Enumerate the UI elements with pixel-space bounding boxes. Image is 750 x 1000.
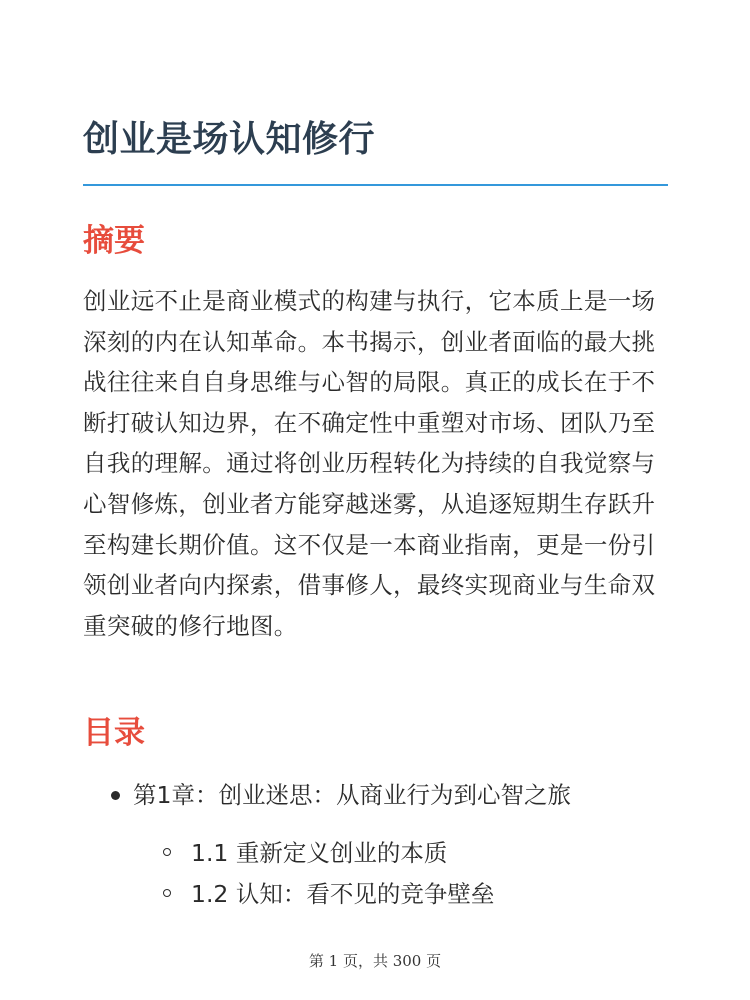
toc-section-item (133, 833, 683, 874)
bullet-disc-icon (111, 791, 120, 800)
summary-body: 创业远不止是商业模式的构建与执行，它本质上是一场深刻的内在认知革命。本书揭示，创业者面临的最大挑战往往来自自身思维与心智的局限。真正的成长在于不断打破认知边界，在不确定性中重塑对市场、团队乃至自我的理解。通过将创业历程转化为持续的自我觉察与心智修炼，创业者方能穿越迷雾，从追逐短期生存跃升至构建长期价值。这不仅是一本商业指南，更是一份引领创业者向内探索，借事修人，最终实现商业与生命双重突破的修行地图。 (83, 287, 656, 640)
toc-chapter-item (83, 775, 683, 915)
toc-list (83, 775, 683, 915)
toc-section-label: 1.2 认知：看不见的竞争壁垒 (191, 880, 495, 908)
toc-chapter-label: 第1章：创业迷思：从商业行为到心智之旅 (133, 781, 571, 809)
summary-heading: 摘要 (83, 223, 145, 259)
page-number-footer: 第 1 页，共 300 页 (308, 952, 442, 970)
toc-section-item (133, 874, 683, 915)
toc-section-list (133, 833, 683, 915)
title-divider (83, 184, 668, 186)
toc-heading: 目录 (83, 715, 145, 751)
page-title: 创业是场认知修行 (83, 119, 376, 160)
bullet-circle-icon (163, 848, 171, 856)
bullet-circle-icon (163, 889, 171, 897)
toc-section-label: 1.1 重新定义创业的本质 (191, 839, 448, 867)
